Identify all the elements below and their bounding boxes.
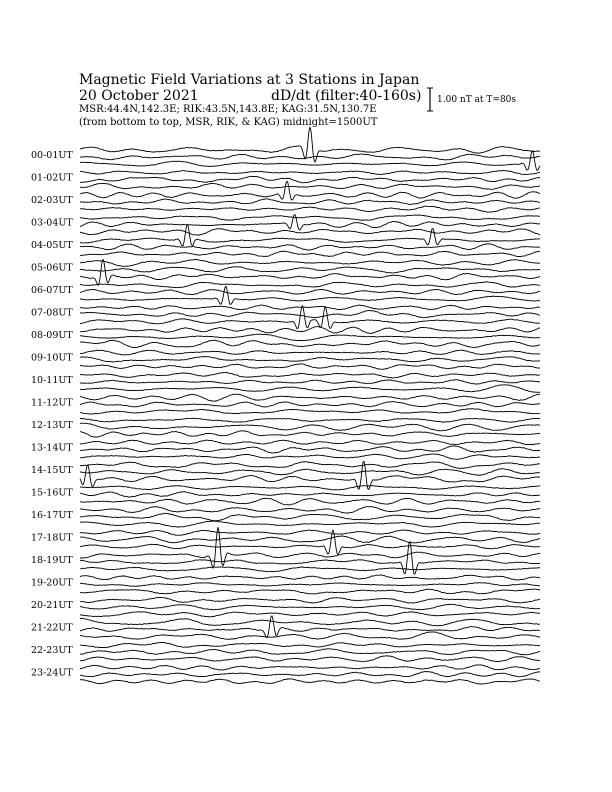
trace-rik — [80, 289, 540, 294]
chart-date: 20 October 2021 — [79, 88, 199, 104]
trace-kag — [80, 225, 540, 246]
trace-msr — [80, 498, 540, 505]
stack-order-note: (from bottom to top, MSR, RIK, & KAG) midnight=1500UT — [79, 117, 378, 128]
chart-measure: dD/dt (filter:40-160s) — [271, 88, 422, 104]
row-label: 01-02UT — [31, 172, 73, 184]
trace-rik — [80, 536, 540, 543]
trace-kag — [80, 486, 540, 490]
row-label: 23-24UT — [31, 667, 73, 679]
row-label: 00-01UT — [31, 150, 73, 161]
row-label: 17-18UT — [31, 532, 73, 544]
trace-kag — [80, 642, 540, 647]
trace-kag — [80, 282, 540, 288]
trace-kag — [80, 170, 540, 174]
trace-rik — [80, 402, 540, 407]
trace-rik — [80, 671, 540, 677]
trace-msr — [80, 229, 540, 236]
trace-rik — [80, 357, 540, 363]
trace-rik — [80, 423, 540, 431]
row-label: 08-09UT — [31, 330, 73, 341]
scale-bar — [427, 88, 433, 111]
trace-msr — [80, 340, 540, 347]
trace-msr — [80, 521, 540, 527]
trace-rik — [80, 176, 540, 183]
chart-title: Magnetic Field Variations at 3 Stations in Japan — [79, 72, 420, 88]
trace-kag — [80, 530, 540, 535]
trace-kag — [80, 127, 540, 162]
trace-msr — [80, 612, 540, 617]
trace-rik — [80, 199, 540, 205]
trace-kag — [80, 215, 540, 220]
trace-msr — [80, 364, 540, 370]
trace-kag — [80, 597, 540, 603]
trace-msr — [80, 409, 540, 415]
row-label: 22-23UT — [31, 645, 73, 656]
trace-msr — [80, 589, 540, 594]
trace-rik — [80, 446, 540, 453]
trace-kag — [80, 575, 540, 580]
trace-msr — [80, 461, 540, 489]
trace-rik — [80, 267, 540, 274]
trace-kag — [80, 418, 540, 422]
trace-kag — [80, 618, 540, 626]
trace-kag — [80, 665, 540, 670]
row-label: 04-05UT — [31, 240, 73, 251]
trace-kag — [80, 372, 540, 378]
trace-msr — [80, 530, 540, 555]
row-label: 19-20UT — [31, 577, 73, 589]
trace-kag — [80, 259, 540, 266]
scale-bar-label: 1.00 nT at T=80s — [437, 95, 517, 105]
row-label: 10-11UT — [31, 375, 73, 386]
trace-rik — [80, 311, 540, 318]
trace-rik — [80, 604, 540, 610]
trace-msr — [80, 151, 540, 171]
trace-msr — [80, 431, 540, 437]
row-label: 02-03UT — [31, 195, 73, 206]
trace-msr — [80, 679, 540, 684]
row-labels — [31, 150, 73, 679]
row-label: 07-08UT — [31, 307, 73, 319]
row-label: 13-14UT — [31, 442, 73, 454]
trace-rik — [80, 649, 540, 655]
row-label: 12-13UT — [31, 420, 73, 431]
trace-rik — [80, 513, 540, 521]
row-label: 20-21UT — [31, 600, 73, 611]
trace-msr — [80, 251, 540, 257]
trace-kag — [80, 350, 540, 355]
trace-group — [80, 127, 540, 684]
trace-msr — [80, 286, 540, 304]
trace-msr — [80, 206, 540, 212]
trace-rik — [80, 244, 540, 251]
trace-kag — [80, 394, 540, 401]
row-label: 09-10UT — [31, 352, 73, 364]
row-label: 14-15UT — [31, 465, 73, 476]
row-label: 21-22UT — [31, 622, 73, 634]
trace-kag — [80, 181, 540, 200]
trace-rik — [80, 380, 540, 385]
trace-rik — [80, 334, 540, 341]
row-label: 11-12UT — [31, 397, 73, 409]
station-coordinates: MSR:44.4N,142.3E; RIK:43.5N,143.8E; KAG:31.5N,130.7E — [79, 104, 377, 115]
trace-msr — [80, 656, 540, 662]
trace-rik — [80, 469, 540, 476]
trace-rik — [80, 154, 540, 160]
trace-msr — [80, 632, 540, 640]
row-label: 16-17UT — [31, 510, 73, 521]
row-label: 06-07UT — [31, 285, 73, 296]
trace-rik — [80, 583, 540, 587]
trace-msr — [80, 567, 540, 572]
trace-kag — [80, 327, 540, 334]
trace-kag — [80, 507, 540, 514]
row-label: 05-06UT — [31, 262, 73, 274]
trace-msr — [80, 385, 540, 393]
trace-kag — [80, 462, 540, 469]
row-label: 18-19UT — [31, 555, 73, 566]
trace-rik — [80, 492, 540, 498]
row-label: 03-04UT — [31, 217, 73, 229]
trace-kag — [80, 440, 540, 445]
row-label: 15-16UT — [31, 487, 73, 499]
trace-msr — [80, 454, 540, 460]
trace-msr — [80, 183, 540, 189]
trace-kag — [80, 305, 540, 310]
